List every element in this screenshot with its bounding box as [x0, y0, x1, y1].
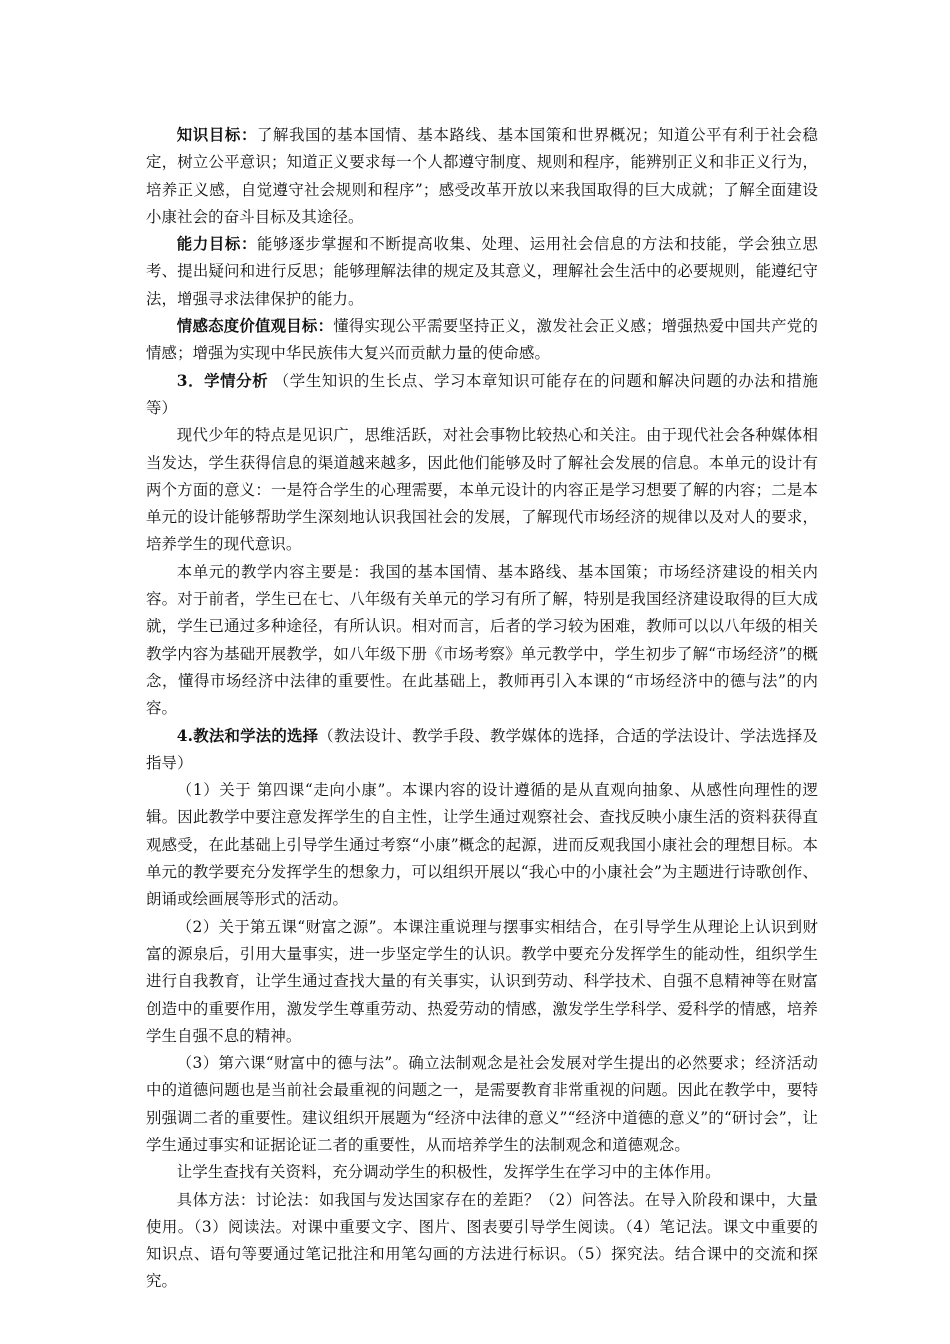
method-heading-note: （教法设计、教学手段、教学媒体的选择，合适的学法设计、学法选择及指导） — [146, 726, 818, 772]
paragraph-method-heading — [146, 723, 818, 778]
emotion-goal-text: 懂得实现公平需要坚持正义，激发社会正义感；增强热爱中国共产党的情感；增强为实现中华民族伟大复兴而贡献力量的使命感。 — [146, 317, 818, 363]
emotion-goal-label: 情感态度价值观目标： — [176, 317, 334, 336]
paragraph-student-analysis-1: 现代少年的特点是见识广，思维活跃，对社会事物比较热心和关注。由于现代社会各种媒体相当发达，学生获得信息的渠道越来越多，因此他们能够及时了解社会发展的信息。本单元的设计有两个方面的意义：一是符合学生的心理需要，本单元设计的内容正是学习想要了解的内容；二是本单元的设计能够帮助学生深刻地认识我国社会的发展，了解现代市场经济的规律以及对人的要求，培养学生的现代意识。 — [146, 426, 818, 554]
method-heading-label: 4.教法和学法的选择 — [176, 726, 319, 745]
paragraph-lesson-5: （2）关于第五课“财富之源”。本课注重说理与摆事实相结合，在引导学生从理论上认识到财富的源泉后，引用大量事实，进一步坚定学生的认识。教学中要充分发挥学生的能动性，组织学生进行自我教育，让学生通过查找大量的有关事实，认识到劳动、科学技术、自强不息精神等在财富创造中的重要作用，激发学生尊重劳动、热爱劳动的情感，激发学生学科学、爱科学的情感，培养学生自强不息的精神。 — [146, 917, 818, 1045]
paragraph-ability-goal — [146, 231, 818, 313]
paragraph-student-resources: 让学生查找有关资料，充分调动学生的积极性，发挥学生在学习中的主体作用。 — [176, 1163, 721, 1182]
paragraph-knowledge-goal — [146, 122, 818, 231]
paragraph-lesson-4: （1）关于 第四课“走向小康”。本课内容的设计遵循的是从直观向抽象、从感性向理性的逻辑。因此教学中要注意发挥学生的自主性，让学生通过观察社会、查找反映小康生活的资料获得直观感受，在此基础上引导学生通过考察“小康”概念的起源，进而反观我国小康社会的理想目标。本单元的教学要充分发挥学生的想象力，可以组织开展以“我心中的小康社会”为主题进行诗歌创作、朗诵或绘画展等形式的活动。 — [146, 781, 818, 909]
knowledge-goal-text: 了解我国的基本国情、基本路线、基本国策和世界概况；知道公平有利于社会稳定，树立公平意识；知道正义要求每一个人都遵守制度、规则和程序，能辨别正义和非正义行为，培养正义感，自觉遵守社会规则和程序”；感受改革开放以来我国取得的巨大成就；了解全面建设小康社会的奋斗目标及其途径。 — [146, 126, 818, 226]
student-analysis-label: 3．学情分析 — [176, 371, 269, 390]
paragraph-emotion-goal — [146, 313, 818, 368]
paragraph-lesson-6: （3）第六课“财富中的德与法”。确立法制观念是社会发展对学生提出的必然要求；经济活动中的道德问题也是当前社会最重视的问题之一，是需要教育非常重视的问题。因此在教学中，要特别强调二者的重要性。建议组织开展题为“经济中法律的意义”“经济中道德的意义”的“研讨会”，让学生通过事实和证据论证二者的重要性，从而培养学生的法制观念和道德观念。 — [146, 1054, 818, 1154]
paragraph-student-analysis-2: 本单元的教学内容主要是：我国的基本国情、基本路线、基本国策；市场经济建设的相关内容。对于前者，学生已在七、八年级有关单元的学习有所了解，特别是我国经济建设取得的巨大成就，学生已通过多种途径，有所认识。相对而言，后者的学习较为困难，教师可以以八年级的相关教学内容为基础开展教学，如八年级下册《市场考察》单元教学中，学生初步了解“市场经济”的概念，懂得市场经济中法律的重要性。在此基础上，教师再引入本课的“市场经济中的德与法”的内容。 — [146, 562, 818, 718]
document-body — [146, 122, 818, 1296]
ability-goal-label: 能力目标： — [176, 235, 258, 254]
paragraph-student-analysis-heading — [146, 368, 818, 423]
ability-goal-text: 能够逐步掌握和不断提高收集、处理、运用社会信息的方法和技能，学会独立思考、提出疑问和进行反思；能够理解法律的规定及其意义，理解社会生活中的必要规则，能遵纪守法，增强寻求法律保护的能力。 — [146, 235, 818, 308]
paragraph-specific-methods: 具体方法：讨论法：如我国与发达国家存在的差距？（2）问答法。在导入阶段和课中，大量使用。（3）阅读法。对课中重要文字、图片、图表要引导学生阅读。（4）笔记法。课文中重要的知识点、语句等要通过笔记批注和用笔勾画的方法进行标识。（5）探究法。结合课中的交流和探究。 — [146, 1190, 818, 1291]
student-analysis-note: （学生知识的生长点、学习本章知识可能存在的问题和解决问题的办法和措施等） — [146, 371, 818, 417]
knowledge-goal-label: 知识目标： — [176, 126, 258, 144]
